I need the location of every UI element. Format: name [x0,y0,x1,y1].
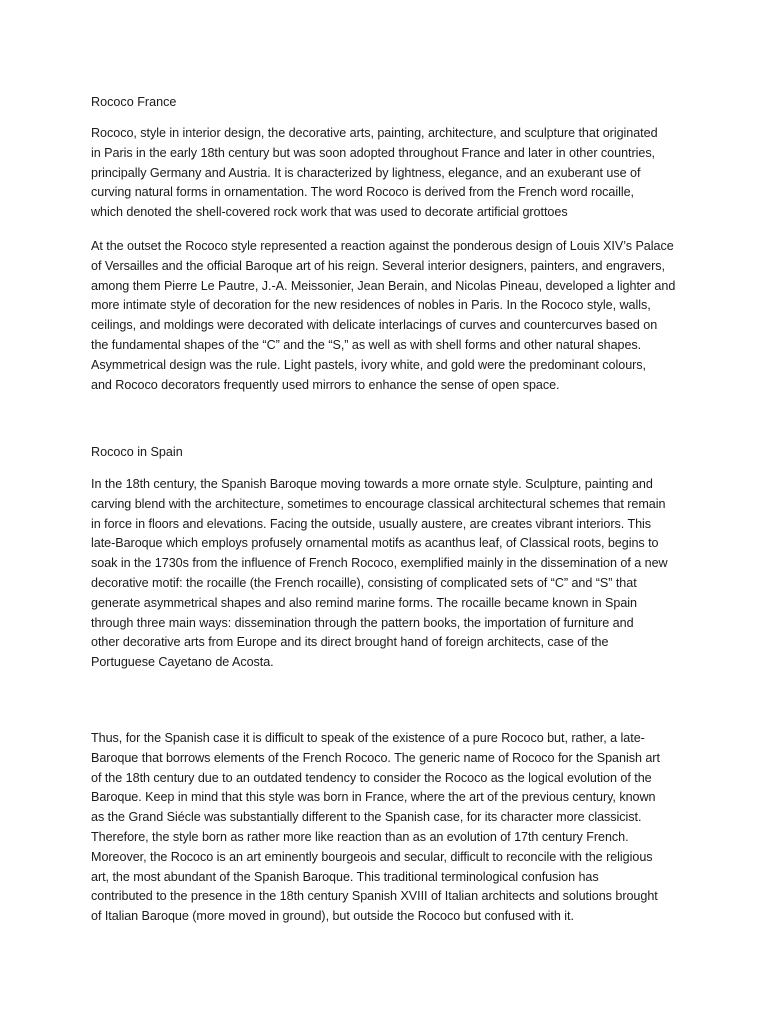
paragraph-rococo-definition [91,124,658,223]
text-line: In the 18th century, the Spanish Baroque moving towards a more ornate style. Sculpture, painting and [91,477,653,491]
text-line: of the 18th century due to an outdated tendency to consider the Rococo as the logical evolution of the [91,770,652,785]
paragraph-spanish-baroque [91,475,668,673]
text-line: Baroque. Keep in mind that this style was born in France, where the art of the previous century, known [91,790,656,805]
text-line: Moreover, the Rococo is an art eminently bourgeois and secular, difficult to reconcile with the religious [91,849,653,864]
section-title-rococo-france: Rococo France [91,95,177,109]
text-line: in force in floors and elevations. Facing the outside, usually austere, are creates vibrant interiors. This [91,516,652,531]
section-title-rococo-spain: Rococo in Spain [91,445,183,459]
text-line: Rococo, style in interior design, the decorative arts, painting, architecture, and sculpture that originated [91,126,658,140]
text-line: carving blend with the architecture, sometimes to encourage classical architectural schemes that remain [91,496,666,511]
text-line: Baroque that borrows elements of the French Rococo. The generic name of Rococo for the Spanish art [91,750,660,765]
text-line: Portuguese Cayetano de Acosta. [91,655,274,670]
text-line: of Italian Baroque (more moved in ground), but outside the Rococo but confused with it. [91,909,574,924]
text-line: soak in the 1730s from the influence of French Rococo, exemplified mainly in the dissemination of a new [91,556,668,571]
text-line: and Rococo decorators frequently used mirrors to enhance the sense of open space. [91,377,560,392]
text-line: curving natural forms in ornamentation. The word Rococo is derived from the French word rocaille, [91,185,634,200]
text-line: more intimate style of decoration for the new residences of nobles in Paris. In the Rococo style, walls, [91,298,651,313]
text-line: decorative motif: the rocaille (the French rocaille), consisting of complicated sets of “C” and “S” that [91,575,637,590]
paragraph-rococo-origins [91,237,675,395]
paragraph-spanish-rococo-case [91,729,660,927]
text-line: Asymmetrical design was the rule. Light pastels, ivory white, and gold were the predominant colours, [91,357,646,372]
text-line: At the outset the Rococo style represented a reaction against the ponderous design of Louis XIV’s Palace [91,239,674,253]
text-line: ceilings, and moldings were decorated with delicate interlacings of curves and countercurves based on [91,318,658,333]
text-line: late-Baroque which employs profusely ornamental motifs as acanthus leaf, of Classical roots, begins to [91,536,659,551]
text-line: principally Germany and Austria. It is characterized by lightness, elegance, and an exuberant use of [91,165,641,180]
text-line: generate asymmetrical shapes and also remind marine forms. The rocaille became known in Spain [91,595,638,610]
text-line: which denoted the shell-covered rock work that was used to decorate artificial grottoes [91,205,568,220]
text-line: through three main ways: dissemination through the pattern books, the importation of furniture and [91,615,634,630]
text-line: Thus, for the Spanish case it is difficult to speak of the existence of a pure Rococo but, rather, a late- [91,731,645,745]
text-line: Therefore, the style born as rather more like reaction than as an evolution of 17th century French. [91,829,629,844]
text-line: among them Pierre Le Pautre, J.-A. Meissonier, Jean Berain, and Nicolas Pineau, developed a lighter and [91,278,676,293]
text-line: art, the most abundant of the Spanish Baroque. This traditional terminological confusion has [91,869,599,884]
text-line: of Versailles and the official Baroque art of his reign. Several interior designers, painters, and engravers, [91,258,665,273]
text-line: the fundamental shapes of the “C” and the “S,” as well as with shell forms and other natural shapes. [91,337,642,352]
text-line: other decorative arts from Europe and its direct brought hand of foreign architects, case of the [91,635,609,650]
text-line: in Paris in the early 18th century but was soon adopted throughout France and later in other countries, [91,145,656,160]
text-line: contributed to the presence in the 18th century Spanish XVIII of Italian architects and solutions brought [91,889,658,904]
text-line: as the Grand Siécle was substantially different to the Spanish case, for its character more classicist. [91,810,642,825]
